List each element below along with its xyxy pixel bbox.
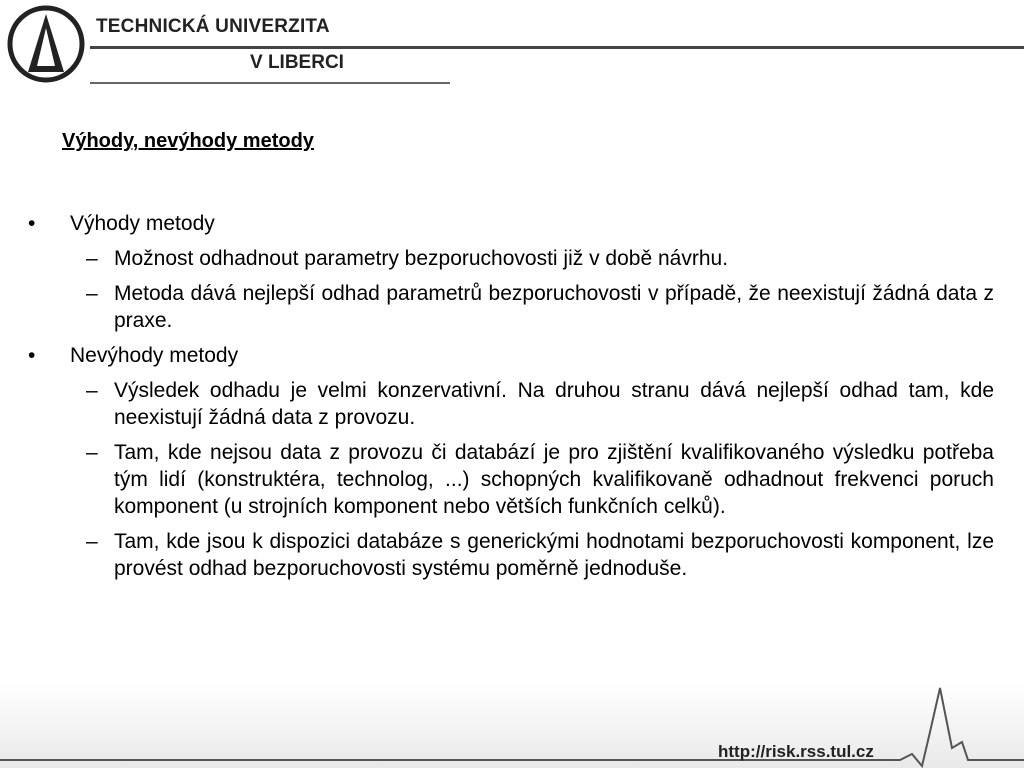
university-logo-icon bbox=[6, 4, 86, 84]
list-item bbox=[28, 280, 994, 334]
bullet-icon: • bbox=[28, 212, 36, 235]
section-advantages bbox=[28, 210, 994, 237]
list-item bbox=[28, 377, 994, 431]
list-item-text: Tam, kde nejsou data z provozu či databází je pro zjištění kvalifikovaného výsledku potřeba tým lidí (konstruktéra, technolog, ...) schopných kvalifikovaně odhadnout frekvenci poruch komponent (u strojních komponent nebo větších funkčních celků). bbox=[114, 441, 994, 518]
list-item-text: Možnost odhadnout parametry bezporuchovosti již v době návrhu. bbox=[114, 247, 729, 270]
dash-icon: – bbox=[86, 441, 98, 464]
list-item bbox=[28, 439, 994, 520]
dash-icon: – bbox=[86, 282, 98, 305]
slide-title: Výhody, nevýhody metody bbox=[62, 130, 314, 152]
footer-url: http://risk.rss.tul.cz bbox=[718, 742, 874, 761]
list-item-text: Tam, kde jsou k dispozici databáze s generickými hodnotami bezporuchovosti komponent, lze provést odhad bezporuchovosti systému poměrně jednoduše. bbox=[114, 530, 994, 580]
dash-icon: – bbox=[86, 379, 98, 402]
section-disadvantages bbox=[28, 342, 994, 369]
list-item-text: Výsledek odhadu je velmi konzervativní. Na druhou stranu dává nejlepší odhad tam, kde neexistují žádná data z provozu. bbox=[114, 379, 994, 429]
university-name-line2: V LIBERCI bbox=[250, 52, 344, 73]
section-label: Nevýhody metody bbox=[70, 344, 239, 367]
list-item bbox=[28, 245, 994, 272]
slide-content bbox=[28, 210, 994, 590]
list-item bbox=[28, 528, 994, 582]
section-label: Výhody metody bbox=[70, 212, 215, 235]
header bbox=[0, 0, 1024, 90]
dash-icon: – bbox=[86, 530, 98, 553]
dash-icon: – bbox=[86, 247, 98, 270]
header-divider bbox=[90, 46, 1024, 49]
list-item-text: Metoda dává nejlepší odhad parametrů bezporuchovosti v případě, že neexistují žádná data z praxe. bbox=[114, 282, 994, 332]
bullet-icon: • bbox=[28, 344, 36, 367]
header-divider-lower bbox=[90, 82, 450, 84]
university-name-line1: TECHNICKÁ UNIVERZITA bbox=[96, 16, 330, 37]
